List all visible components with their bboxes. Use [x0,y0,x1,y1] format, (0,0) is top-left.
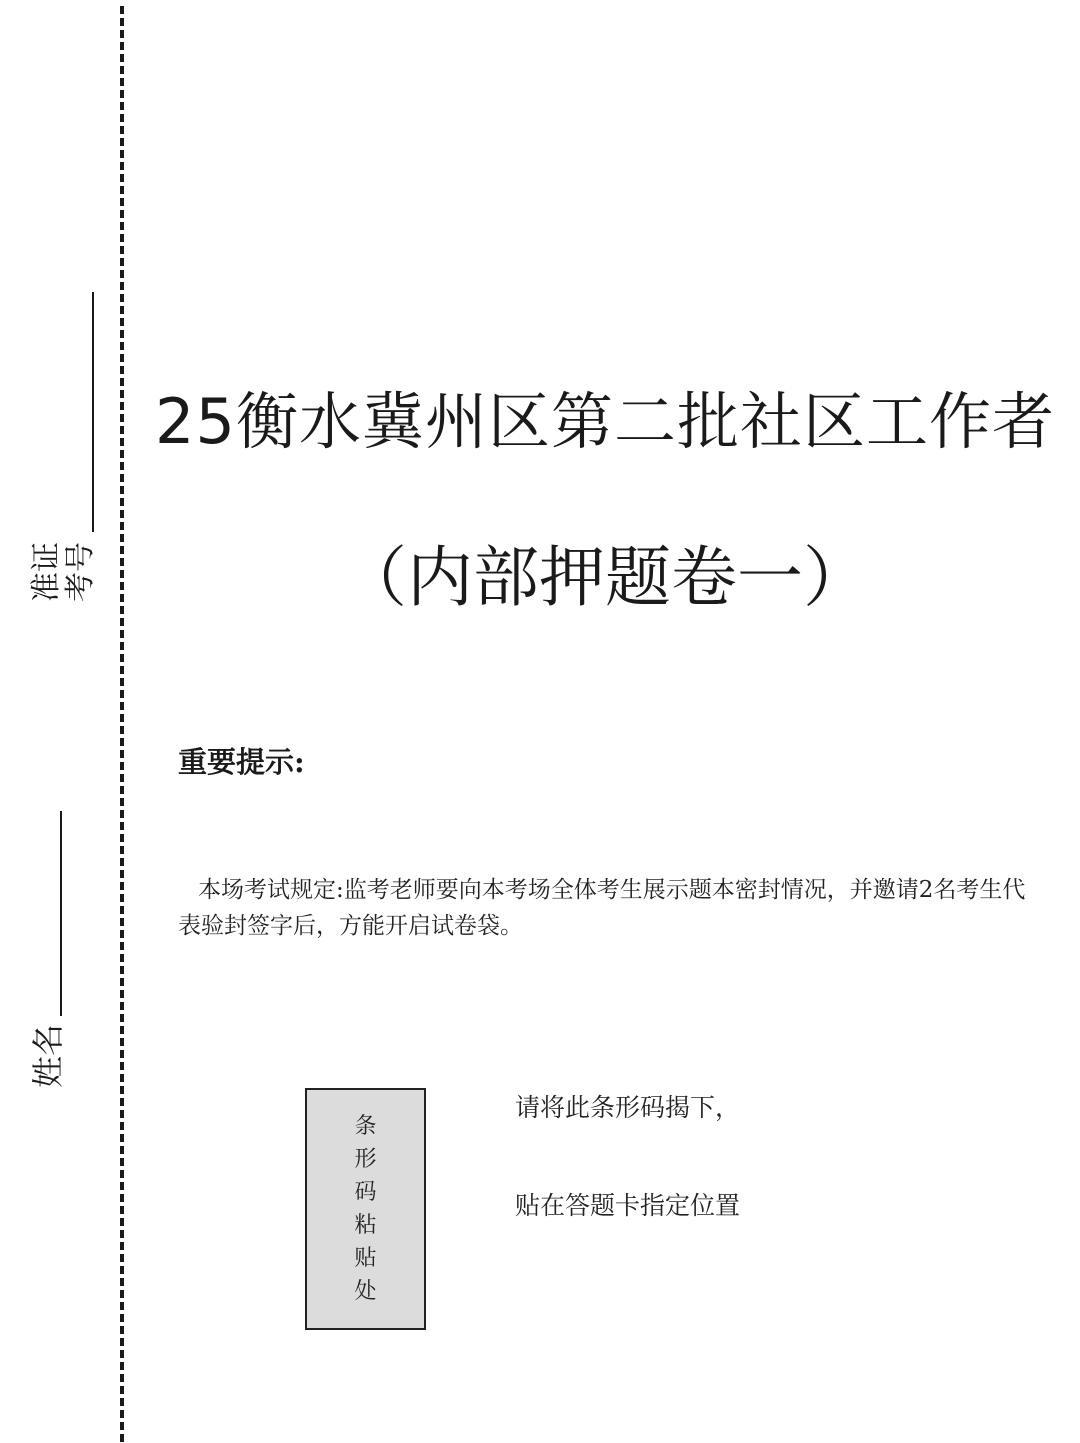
exam-subtitle: （内部押题卷一） [341,539,869,616]
barcode-instruction-line-1: 请将此条形码揭下， [515,1093,741,1122]
barcode-box-char: 形 [354,1147,377,1172]
exam-number-field [30,292,98,606]
name-field [30,811,66,1090]
barcode-box-char: 贴 [354,1246,377,1271]
barcode-box-char: 粘 [354,1213,377,1238]
name-blank[interactable] [60,811,62,1016]
exam-number-blank[interactable] [92,292,94,532]
exam-number-label: 准证考号 [29,542,98,602]
barcode-box-char: 条 [354,1114,377,1139]
barcode-box-char: 码 [354,1180,377,1205]
barcode-instruction-line-2: 贴在答题卡指定位置 [515,1191,741,1220]
name-label: 姓名 [29,1024,67,1089]
barcode-box-char: 处 [354,1279,377,1304]
exam-title: 25衡水冀州区第二批社区工作者 [155,385,1055,458]
seal-dashed-line [120,6,124,1442]
notice-heading: 重要提示: [178,745,305,779]
exam-rule-text: 本场考试规定:监考老师要向本考场全体考生展示题本密封情况，并邀请2名考生代表验封签字后，方能开启试卷袋。 [178,877,1026,939]
barcode-sticker-area[interactable] [305,1088,426,1330]
